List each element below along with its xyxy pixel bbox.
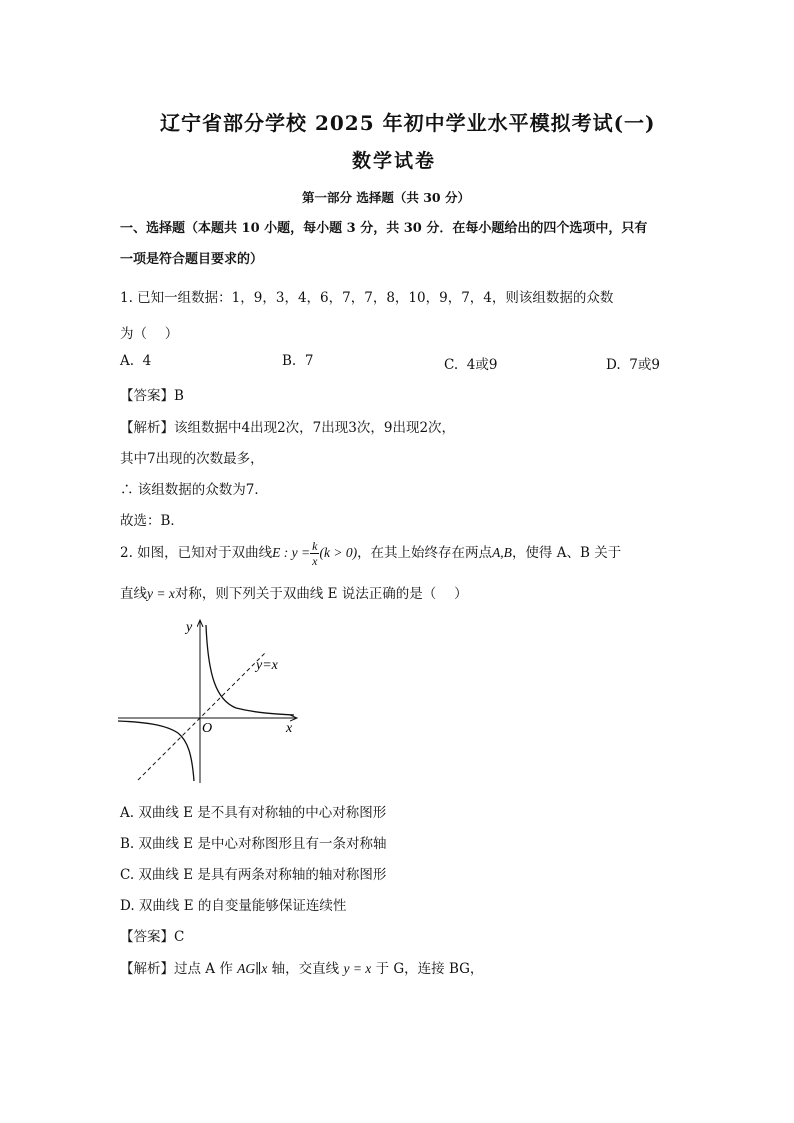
q1-suffix: ，则该组数据的众数 bbox=[491, 290, 614, 306]
q2-stem-line2: 直线y = x对称，则下列关于双曲线 E 说法正确的是（ ） bbox=[120, 586, 468, 602]
q2-answer: 【答案】C bbox=[120, 929, 185, 945]
q2-mid: ，在其上始终存在两点 bbox=[357, 545, 493, 561]
q1-analysis-line4: 故选：B． bbox=[120, 513, 184, 529]
q1-analysis-line2: 其中7出现的次数最多， bbox=[120, 451, 264, 467]
q1-analysis-line1: 【解析】该组数据中4出现2次，7出现3次，9出现2次， bbox=[120, 420, 456, 436]
line-label: y=x bbox=[256, 658, 278, 673]
q1-option-a: A. 4 bbox=[120, 353, 152, 369]
part-heading: 第一部分 选择题（共 30 分） bbox=[302, 190, 470, 205]
q1-option-d: D. 7或9 bbox=[606, 357, 660, 373]
question-1-stem bbox=[120, 286, 613, 306]
origin-label: O bbox=[202, 721, 213, 736]
hyperbola-branch-q1 bbox=[206, 625, 294, 715]
q1-data-value: 7 bbox=[364, 290, 373, 306]
q2-line-equation: y = x bbox=[147, 586, 175, 601]
line-y-equals-x bbox=[138, 652, 266, 780]
question-2-stem bbox=[120, 540, 621, 567]
section-heading-line1: 一、选择题（本题共 10 小题，每小题 3 分，共 30 分．在每小题给出的四个选项中，只有 bbox=[120, 221, 648, 236]
q2-points: A,B bbox=[492, 545, 512, 560]
q1-option-b: B. 7 bbox=[282, 353, 314, 369]
q2-option-a: A. 双曲线 E 是不具有对称轴的中心对称图形 bbox=[120, 805, 387, 821]
q1-data-value: 3 bbox=[275, 290, 285, 306]
q2-equation-lhs: E : y = bbox=[272, 545, 311, 560]
exam-subtitle: 数学试卷 bbox=[352, 150, 437, 172]
q2-option-c: C. 双曲线 E 是具有两条对称轴的轴对称图形 bbox=[120, 867, 387, 883]
q1-data-value: 7 bbox=[461, 290, 470, 306]
q1-data-value: 8 bbox=[386, 290, 395, 306]
q1-data-value: 4 bbox=[297, 290, 307, 306]
q2-prefix: 2. 如图，已知对于双曲线 bbox=[120, 545, 273, 561]
exam-title: 辽宁省部分学校 2025 年初中学业水平模拟考试(一) bbox=[160, 111, 656, 135]
q1-option-c: C. 4或9 bbox=[444, 357, 498, 373]
y-axis-label: y bbox=[186, 620, 193, 635]
q1-answer: 【答案】B bbox=[120, 388, 184, 404]
q2-analysis-parallel: AG∥x bbox=[237, 961, 268, 976]
q1-data-value: 4 bbox=[483, 290, 492, 306]
q1-analysis-line3: ∴ 该组数据的众数为7． bbox=[120, 482, 268, 498]
q2-fraction: $\frac{k}{x}$ bbox=[312, 539, 318, 568]
hyperbola-graph bbox=[116, 615, 306, 785]
q1-data-value: 9 bbox=[253, 290, 263, 306]
q2-option-b: B. 双曲线 E 是中心对称图形且有一条对称轴 bbox=[120, 836, 387, 852]
hyperbola-branch-q3 bbox=[118, 721, 194, 781]
q1-data-value: 7 bbox=[342, 290, 351, 306]
section-heading-line2: 一项是符合题目要求的） bbox=[120, 252, 264, 267]
q1-data-value: 6 bbox=[320, 290, 329, 306]
q2-option-d: D. 双曲线 E 的自变量能够保证连续性 bbox=[120, 898, 347, 914]
q1-data-sequence: 1，9，3，4，6，7，7，8，10，9，7，4 bbox=[231, 290, 492, 306]
q1-data-value: 1 bbox=[231, 290, 241, 306]
q1-stem-line2: 为（ ） bbox=[120, 326, 179, 342]
q2-tail: ，使得 A、B 关于 bbox=[511, 545, 622, 561]
q2-analysis-line: y = x bbox=[343, 961, 372, 976]
q1-prefix: 1. 已知一组数据： bbox=[120, 290, 232, 306]
q1-data-value: 10 bbox=[408, 290, 426, 306]
q2-analysis: 【解析】过点 A 作 AG∥x 轴，交直线 y = x 于 G，连接 BG， bbox=[120, 961, 484, 977]
x-axis-label: x bbox=[286, 721, 293, 736]
q1-data-value: 9 bbox=[439, 290, 448, 306]
q2-condition: (k > 0) bbox=[319, 545, 358, 560]
